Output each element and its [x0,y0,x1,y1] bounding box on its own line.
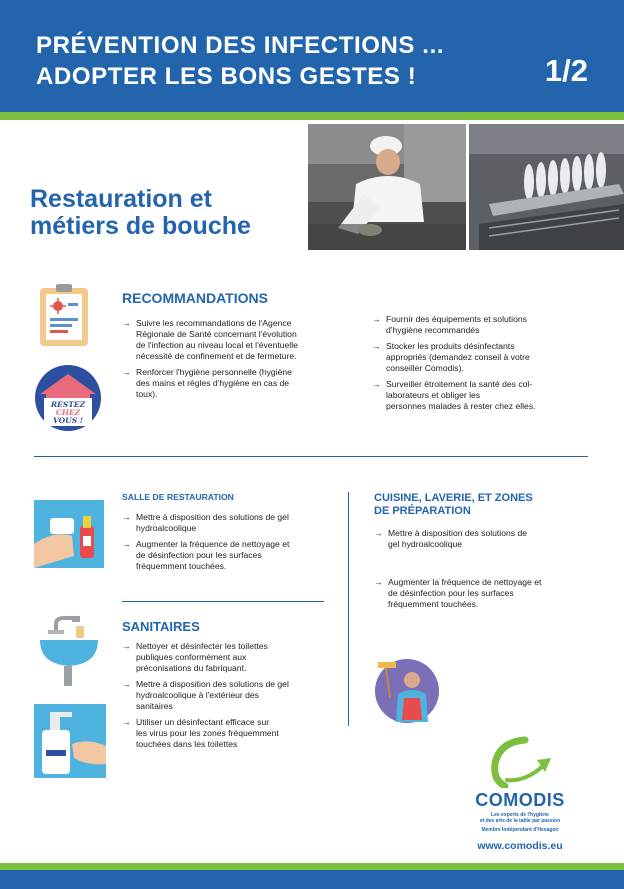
sanitaires-heading: SANITAIRES [122,619,200,634]
text-line: de désinfection pour les surfaces [388,588,514,598]
badge-line-2: CHEZ [55,408,81,417]
arrow-icon: → [374,577,383,587]
arrow-icon: → [122,367,131,377]
comodis-swoosh-icon [485,736,555,788]
text-line: de l'infection au niveau local et l'éventuelle [136,340,298,350]
text-line: Mettre à disposition des solutions de gel [136,679,289,689]
text-line: hydroalcoolique [136,523,197,533]
list-item [122,679,336,712]
arrow-icon: → [372,341,381,351]
section-title-line-2: métiers de bouche [30,212,251,240]
list-item [122,539,336,572]
cuisine-heading [374,492,533,518]
text-line: Nettoyer et désinfecter les toilettes [136,641,268,651]
header-accent-band [0,112,624,120]
list-item [372,379,582,412]
text-line: Surveiller étroitement la santé des col- [386,379,533,389]
text-line: les virus pour les zones fréquemment [136,728,279,738]
arrow-icon: → [122,679,131,689]
recommandations-heading: RECOMMANDATIONS [122,290,268,306]
text-line: préconisations du fabriquant. [136,663,247,673]
logo-tagline-line-1: Les experts de l'hygiène [491,812,549,818]
section-title [30,186,251,240]
text-line: gel hydroalcoolique [388,539,463,549]
arrow-icon: → [372,379,381,389]
clipboard-icon [34,282,94,348]
section-divider [34,456,588,457]
cuisine-heading-line-2: DE PRÉPARATION [374,505,471,517]
header-banner [0,0,624,112]
text-line: d'hygiène recommandés [386,325,480,335]
text-line: fréquemment touchées. [388,599,479,609]
arrow-icon: → [122,318,131,328]
text-line: Fournir des équipements et solutions [386,314,527,324]
logo-member: Membre Indépendant d'Hexagon [481,827,559,833]
list-item [122,717,336,750]
cuisine-heading-line-1: CUISINE, LAVERIE, ET ZONES [374,492,533,504]
text-line: fréquemment touchées. [136,561,227,571]
list-item [122,367,344,400]
sink-icon [38,616,100,688]
title-line-2: ADOPTER LES BONS GESTES ! [36,63,417,90]
text-line: nécessité de confinement et de fermeture. [136,351,297,361]
logo-tagline-line-2: et des arts de la table par passion [479,818,561,824]
text-line: de désinfection pour les surfaces [136,550,262,560]
text-line: appropriés (demandez conseil à votre [386,352,530,362]
stay-home-badge [34,364,102,432]
salle-heading: SALLE DE RESTAURATION [122,492,234,502]
text-line: Mettre à disposition des solutions de [388,528,528,538]
sanitaires-list [122,641,336,755]
text-line: personnes malades à rester chez elles. [386,401,536,411]
text-line: laborateurs et obliger les [386,390,481,400]
list-item [122,318,344,362]
text-line: des mains et règles d'hygiène en cas de [136,378,290,388]
text-line: hydroalcoolique à l'extérieur des [136,690,259,700]
footer-band [0,870,624,889]
text-line: Renforcer l'hygiène personnelle (hygiène [136,367,292,377]
salle-list [122,512,336,577]
cleaner-person-icon [374,658,440,724]
list-item [374,528,584,550]
recommandations-right-list [372,314,582,417]
text-line: sanitaires [136,701,173,711]
arrow-icon: → [122,512,131,522]
badge-line-1: RESTEZ [50,400,86,409]
logo-tagline [464,812,576,824]
text-line: publiques conformément aux [136,652,247,662]
website-link[interactable]: www.comodis.eu [477,840,563,852]
text-line: Régionale de Santé concernant l'évolution [136,329,297,339]
title-line-1: PRÉVENTION DES INFECTIONS ... [36,32,445,59]
arrow-icon: → [122,539,131,549]
text-line: Augmenter la fréquence de nettoyage et [388,577,542,587]
comodis-logo [464,736,576,858]
page-title [36,30,444,92]
chef-cleaning-photo [308,124,466,250]
text-line: Mettre à disposition des solutions de gel [136,512,289,522]
text-line: touchées dans les toilettes [136,739,238,749]
page-number: 1/2 [544,53,588,88]
cuisine-list-1 [374,528,584,555]
list-item [372,314,582,336]
cuisine-list-2 [374,577,584,615]
section-title-line-1: Restauration et [30,185,212,213]
text-line: Augmenter la fréquence de nettoyage et [136,539,290,549]
sub-divider [122,601,324,602]
cleaning-spray-icon [34,500,104,568]
column-divider [348,492,349,726]
arrow-icon: → [374,528,383,538]
text-line: Suivre les recommandations de l'Agence [136,318,292,328]
arrow-icon: → [122,717,131,727]
badge-line-3: VOUS ! [52,416,84,425]
recommandations-left-list [122,318,344,405]
footer-accent-band [0,863,624,870]
text-line: conseiller Comodis). [386,363,464,373]
list-item [122,641,336,674]
list-item [372,341,582,374]
text-line: toux). [136,389,158,399]
hand-sanitizer-icon [34,704,106,778]
dishwasher-photo [469,124,624,250]
arrow-icon: → [122,641,131,651]
logo-name: COMODIS [475,790,565,810]
text-line: Stocker les produits désinfectants [386,341,515,351]
list-item [122,512,336,534]
text-line: Utiliser un désinfectant efficace sur [136,717,270,727]
list-item [374,577,584,610]
arrow-icon: → [372,314,381,324]
